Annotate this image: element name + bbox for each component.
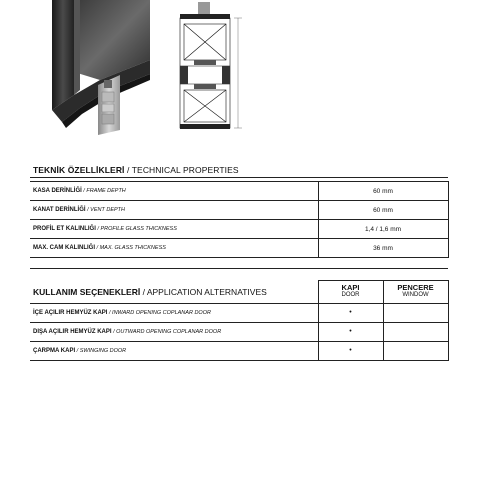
table-row <box>30 303 448 322</box>
section-divider <box>30 268 448 269</box>
table-row <box>30 239 448 258</box>
table-row <box>30 341 448 360</box>
cross-section-drawing <box>168 0 248 135</box>
property-label: KASA DERİNLİĞİ / FRAME DEPTH <box>30 182 318 201</box>
application-alternatives-title: KULLANIM SEÇENEKLERİ / APPLICATION ALTERNATIVES <box>30 281 318 304</box>
technical-properties-title: TEKNİK ÖZELLİKLERİ / TECHNICAL PROPERTIES <box>33 165 239 175</box>
property-value: 60 mm <box>318 182 448 201</box>
column-window: PENCERE WINDOW <box>383 281 448 304</box>
property-value: 1,4 / 1,6 mm <box>318 220 448 239</box>
door-mark: • <box>318 341 383 360</box>
profile-photo <box>40 0 170 135</box>
window-mark <box>383 341 448 360</box>
table-row <box>30 220 448 239</box>
window-mark <box>383 322 448 341</box>
table-row <box>30 182 448 201</box>
section-divider <box>30 177 448 178</box>
column-door: KAPI DOOR <box>318 281 383 304</box>
application-label: DIŞA AÇILIR HEMYÜZ KAPI / OUTWARD OPENING COPLANAR DOOR <box>30 322 318 341</box>
application-alternatives-table <box>30 280 449 361</box>
door-mark: • <box>318 303 383 322</box>
application-label: ÇARPMA KAPI / SWINGING DOOR <box>30 341 318 360</box>
window-mark <box>383 303 448 322</box>
application-label: İÇE AÇILIR HEMYÜZ KAPI / INWARD OPENING COPLANAR DOOR <box>30 303 318 322</box>
property-label: PROFİL ET KALINLIĞI / PROFILE GLASS THICKNESS <box>30 220 318 239</box>
table-row <box>30 322 448 341</box>
door-mark: • <box>318 322 383 341</box>
technical-properties-table <box>30 181 449 258</box>
property-value: 36 mm <box>318 239 448 258</box>
property-value: 60 mm <box>318 201 448 220</box>
table-row <box>30 201 448 220</box>
property-label: KANAT DERİNLİĞİ / VENT DEPTH <box>30 201 318 220</box>
property-label: MAX. CAM KALINLIĞI / MAX. GLASS THICKNESS <box>30 239 318 258</box>
table-header-row <box>30 281 448 304</box>
